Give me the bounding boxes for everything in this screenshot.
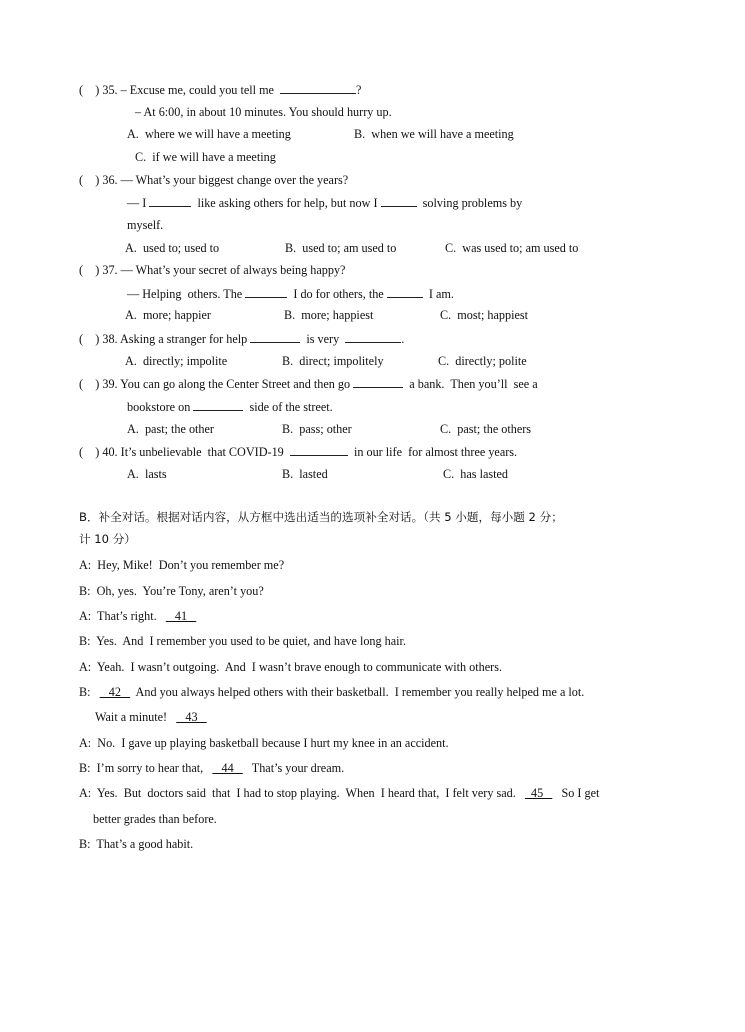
q37-stem: ( ) 37. — What’s your secret of always being happy? (79, 263, 346, 277)
q39-option-b: B. pass; other (282, 422, 352, 436)
q35-option-b: B. when we will have a meeting (354, 127, 514, 141)
dialogue-line-9: B: I’m sorry to hear that, 44 That’s your dream. (79, 761, 345, 775)
q37-option-b: B. more; happiest (284, 308, 374, 322)
q39-option-a: A. past; the other (127, 422, 214, 436)
dialogue-line-5: A: Yeah. I wasn’t outgoing. And I wasn’t brave enough to communicate with others. (79, 660, 503, 674)
q36-option-a: A. used to; used to (125, 241, 220, 255)
q37-blank-1[interactable] (245, 286, 287, 298)
q40-stem: ( ) 40. It’s unbelievable that COVID-19 in our life for almost three years. (79, 445, 518, 459)
dialogue-line-10: A: Yes. But doctors said that I had to stop playing. When I heard that, I felt very sad. 45 So I get (79, 786, 600, 800)
q38-option-b: B. direct; impolitely (282, 354, 384, 368)
dialogue-line-1: A: Hey, Mike! Don’t you remember me? (79, 558, 285, 572)
blank-44[interactable]: 44 (212, 761, 243, 775)
q35-reply: – At 6:00, in about 10 minutes. You should hurry up. (135, 105, 392, 119)
q37-blank-2[interactable] (387, 286, 423, 298)
q38-blank-2[interactable] (345, 331, 401, 343)
blank-41[interactable]: 41 (165, 609, 197, 623)
q36-reply: — I like asking others for help, but now I solving problems by (127, 196, 523, 210)
q38-option-a: A. directly; impolite (125, 354, 228, 368)
q35-option-a: A. where we will have a meeting (127, 127, 291, 141)
q36-option-b: B. used to; am used to (285, 241, 397, 255)
blank-45[interactable]: 45 (524, 786, 553, 800)
dialogue-line-12: B: That’s a good habit. (79, 837, 194, 851)
q37-option-a: A. more; happier (125, 308, 211, 322)
dialogue-line-3: A: That’s right. 41 (79, 609, 197, 623)
q35-stem: ( ) 35. – Excuse me, could you tell me ? (79, 83, 362, 97)
section-b-instruction-cont: 计 10 分） (79, 532, 136, 546)
q36-blank-1[interactable] (149, 195, 191, 207)
blank-42[interactable]: 42 (99, 685, 131, 699)
q36-option-c: C. was used to; am used to (445, 241, 579, 255)
q39-blank-2[interactable] (193, 399, 243, 411)
dialogue-line-2: B: Oh, yes. You’re Tony, aren’t you? (79, 584, 264, 598)
dialogue-line-11: better grades than before. (93, 812, 217, 826)
q35-blank[interactable] (280, 82, 356, 94)
dialogue-line-8: A: No. I gave up playing basketball because I hurt my knee in an accident. (79, 736, 449, 750)
q39-option-c: C. past; the others (440, 422, 532, 436)
q37-reply: — Helping others. The I do for others, the I am. (127, 287, 454, 301)
q35-option-c: C. if we will have a meeting (135, 150, 276, 164)
q36-stem: ( ) 36. — What’s your biggest change over the years? (79, 173, 349, 187)
q40-blank[interactable] (290, 444, 348, 456)
dialogue-line-7: Wait a minute! 43 (95, 710, 207, 724)
q38-stem: ( ) 38. Asking a stranger for help is very . (79, 332, 405, 346)
q40-option-b: B. lasted (282, 467, 328, 481)
q38-option-c: C. directly; polite (438, 354, 527, 368)
section-b-instruction: B．补全对话。根据对话内容，从方框中选出适当的选项补全对话。（共 5 小题，每小题 2 分； (79, 510, 563, 524)
q36-reply-cont: myself. (127, 218, 164, 232)
q37-option-c: C. most; happiest (440, 308, 529, 322)
q39-stem: ( ) 39. You can go along the Center Street and then go a bank. Then you’ll see a (79, 377, 538, 391)
q40-option-c: C. has lasted (443, 467, 508, 481)
dialogue-line-4: B: Yes. And I remember you used to be quiet, and have long hair. (79, 634, 406, 648)
q36-blank-2[interactable] (381, 195, 417, 207)
q40-option-a: A. lasts (127, 467, 167, 481)
blank-43[interactable]: 43 (176, 710, 207, 724)
dialogue-line-6: B: 42 And you always helped others with their basketball. I remember you really helped me a lot. (79, 685, 585, 699)
q39-blank-1[interactable] (353, 376, 403, 388)
q38-blank-1[interactable] (250, 331, 300, 343)
q39-stem-cont: bookstore on side of the street. (127, 400, 333, 414)
